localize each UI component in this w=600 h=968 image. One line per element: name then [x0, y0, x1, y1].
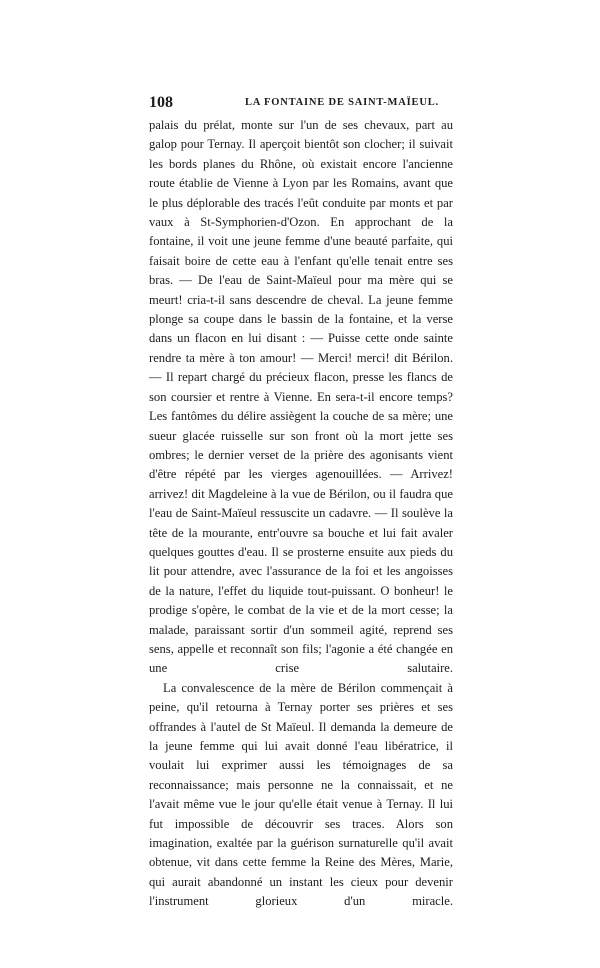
paragraph-1: palais du prélat, monte sur l'un de ses chevaux, part au galop pour Ternay. Il aperçoit bientôt son clocher; il suivait les bords planes du Rhône, où existait encore l'ancienne route établie de Vienne à Lyon par les Romains, avant que le plus déplorable des tracés l'eût conduite par monts et par vaux à St-Symphorien-d'Ozon. En approchant de la fontaine, il voit une jeune femme d'une beauté parfaite, qui faisait boire de cette eau à l'enfant qu'elle tenait entre ses bras. — De l'eau de Saint-Maïeul pour ma mère qui se meurt! cria-t-il sans descendre de cheval. La jeune femme plonge sa coupe dans le bassin de la fontaine, et la verse dans un flacon en lui disant : — Puisse cette onde sainte rendre ta mère à ton amour! — Merci! merci! dit Bérilon. — Il repart chargé du précieux flacon, presse les flancs de son coursier et rentre à Vienne. En sera-t-il encore temps? Les fantômes du délire assiègent la couche de sa mère; une sueur glacée ruisselle sur son front où la mort jette ses ombres; le dernier verset de la prière des agonisants vient d'être répété par les vierges agenouillées. — Arrivez! arrivez! dit Magdeleine à la vue de Bérilon, ou il faudra que l'eau de Saint-Maïeul ressuscite un cadavre. — Il soulève la tête de la mourante, entr'ouvre sa bouche et lui fait avaler quelques gouttes d'eau. Il se prosterne ensuite aux pieds du lit pour attendre, avec l'assurance de la foi et les angoisses de la nature, l'effet du liquide tout-puissant. O bonheur! le prodige s'opère, le combat de la vie et de la mort cesse; la malade, paraissant sortir d'un sommeil agité, reprend ses sens, appelle et reconnaît son fils; l'agonie a été changée en une crise salutaire. [149, 118, 453, 676]
body-text [149, 116, 453, 912]
running-title: LA FONTAINE DE SAINT-MAÏEUL. [245, 97, 439, 108]
page-header [149, 94, 449, 118]
paragraph-2: La convalescence de la mère de Bérilon commençait à peine, qu'il retourna à Ternay porter ses prières et ses offrandes à l'autel de St Maïeul. Il demanda la demeure de la jeune femme qui lui avait donné l'eau libératrice, il voulait lui exprimer aussi les témoignages de sa reconnaissance; mais personne ne la connaissait, et ne l'avait même vue le jour qu'elle était venue à Ternay. Il lui fut impossible de découvrir ses traces. Alors son imagination, exaltée par la guérison surnaturelle qu'il avait obtenue, vit dans cette femme la Reine des Mères, Marie, qui aurait abandonné un instant les cieux pour devenir l'instrument glorieux d'un miracle. [149, 680, 453, 909]
page-number: 108 [149, 94, 173, 111]
